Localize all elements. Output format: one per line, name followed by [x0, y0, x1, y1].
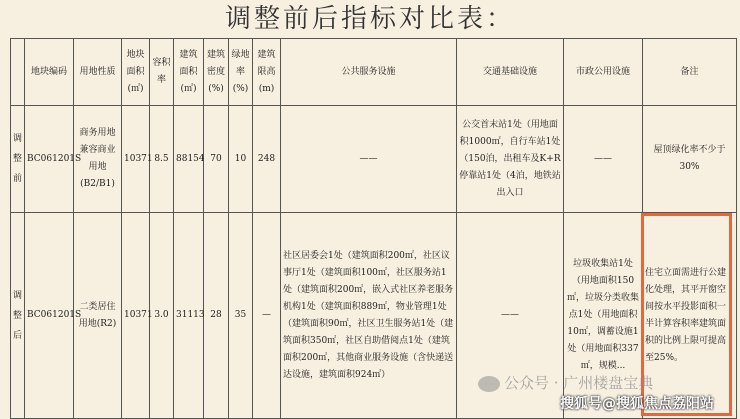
table-header-row — [11, 39, 737, 106]
cell-far: 3.0 — [150, 213, 174, 419]
cell-remark: 住宅立面需进行公建化处理，其平开窗空间按水平投影面积一半计算容积率建筑面积的比例上限可提高至25%。 — [643, 213, 737, 419]
cell-land-use: 商务用地兼容商业用地(B2/B1) — [74, 106, 122, 213]
cell-transport: 公交首末站1处（用地面积1000㎡，自行车站1处（150泊，出租车及K+R停靠站1处（4泊，地铁站出入口 — [457, 106, 564, 213]
header-stage — [11, 39, 25, 106]
header-density: 建筑密度(%) — [204, 39, 229, 106]
cell-utility: —— — [564, 106, 643, 213]
header-plot-code: 地块编码 — [25, 39, 74, 106]
cell-public: —— — [281, 106, 457, 213]
cell-utility: 垃圾收集站1处（用地面积150㎡，垃圾分类收集点1处（用地面积10㎡，调蓄设施1处（用地面积337㎡，规模... — [564, 213, 643, 419]
wechat-watermark-text: 公众号 · 广州楼盘宝典 — [504, 374, 654, 392]
header-utility: 市政公用设施 — [564, 39, 643, 106]
sohu-watermark: 搜狐号@搜狐焦点荔阳站 — [560, 396, 714, 412]
cell-green: 35 — [229, 213, 253, 419]
header-land-use: 用地性质 — [74, 39, 122, 106]
cell-plot-area: 10371 — [122, 213, 150, 419]
cell-plot-area: 10371 — [122, 106, 150, 213]
cell-density: 28 — [204, 213, 229, 419]
header-remark: 备注 — [643, 39, 737, 106]
header-far: 容积率 — [150, 39, 174, 106]
header-plot-area: 地块面积(㎡) — [122, 39, 150, 106]
header-public: 公共服务设施 — [281, 39, 457, 106]
cell-stage: 调整后 — [11, 213, 25, 419]
header-height: 建筑限高(m) — [253, 39, 281, 106]
header-floor-area: 建筑面积(㎡) — [174, 39, 204, 106]
cell-plot-code: BC061201S — [25, 213, 74, 419]
cell-floor-area: 31113 — [174, 213, 204, 419]
header-green: 绿地率(%) — [229, 39, 253, 106]
cell-public: 社区居委会1处（建筑面积200㎡，社区议事厅1处（建筑面积100㎡，社区服务站1处（建筑面积200㎡，嵌入式社区养老服务机构1处（建筑面积889㎡，物业管理1处（建筑面积90㎡，社区卫生服务站1处（建筑面积350㎡，社区自助借阅点1处（建筑面积200㎡，其他商业服务设施（含快递送达设施，建筑面积924㎡） — [281, 213, 457, 419]
cell-stage: 调整前 — [11, 106, 25, 213]
comparison-table — [10, 38, 737, 419]
page-title: 调整前后指标对比表： — [224, 4, 515, 34]
cell-height: — — [253, 213, 281, 419]
cell-far: 8.5 — [150, 106, 174, 213]
cell-remark: 屋顶绿化率不少于30% — [643, 106, 737, 213]
cell-transport: —— — [457, 213, 564, 419]
table-row-after — [11, 213, 737, 419]
cell-floor-area: 88154 — [174, 106, 204, 213]
cell-land-use: 二类居住用地(R2) — [74, 213, 122, 419]
table-row-before — [11, 106, 737, 213]
header-transport: 交通基础设施 — [457, 39, 564, 106]
cell-height: 248 — [253, 106, 281, 213]
cell-green: 10 — [229, 106, 253, 213]
cell-density: 70 — [204, 106, 229, 213]
cell-plot-code: BC061201S — [25, 106, 74, 213]
